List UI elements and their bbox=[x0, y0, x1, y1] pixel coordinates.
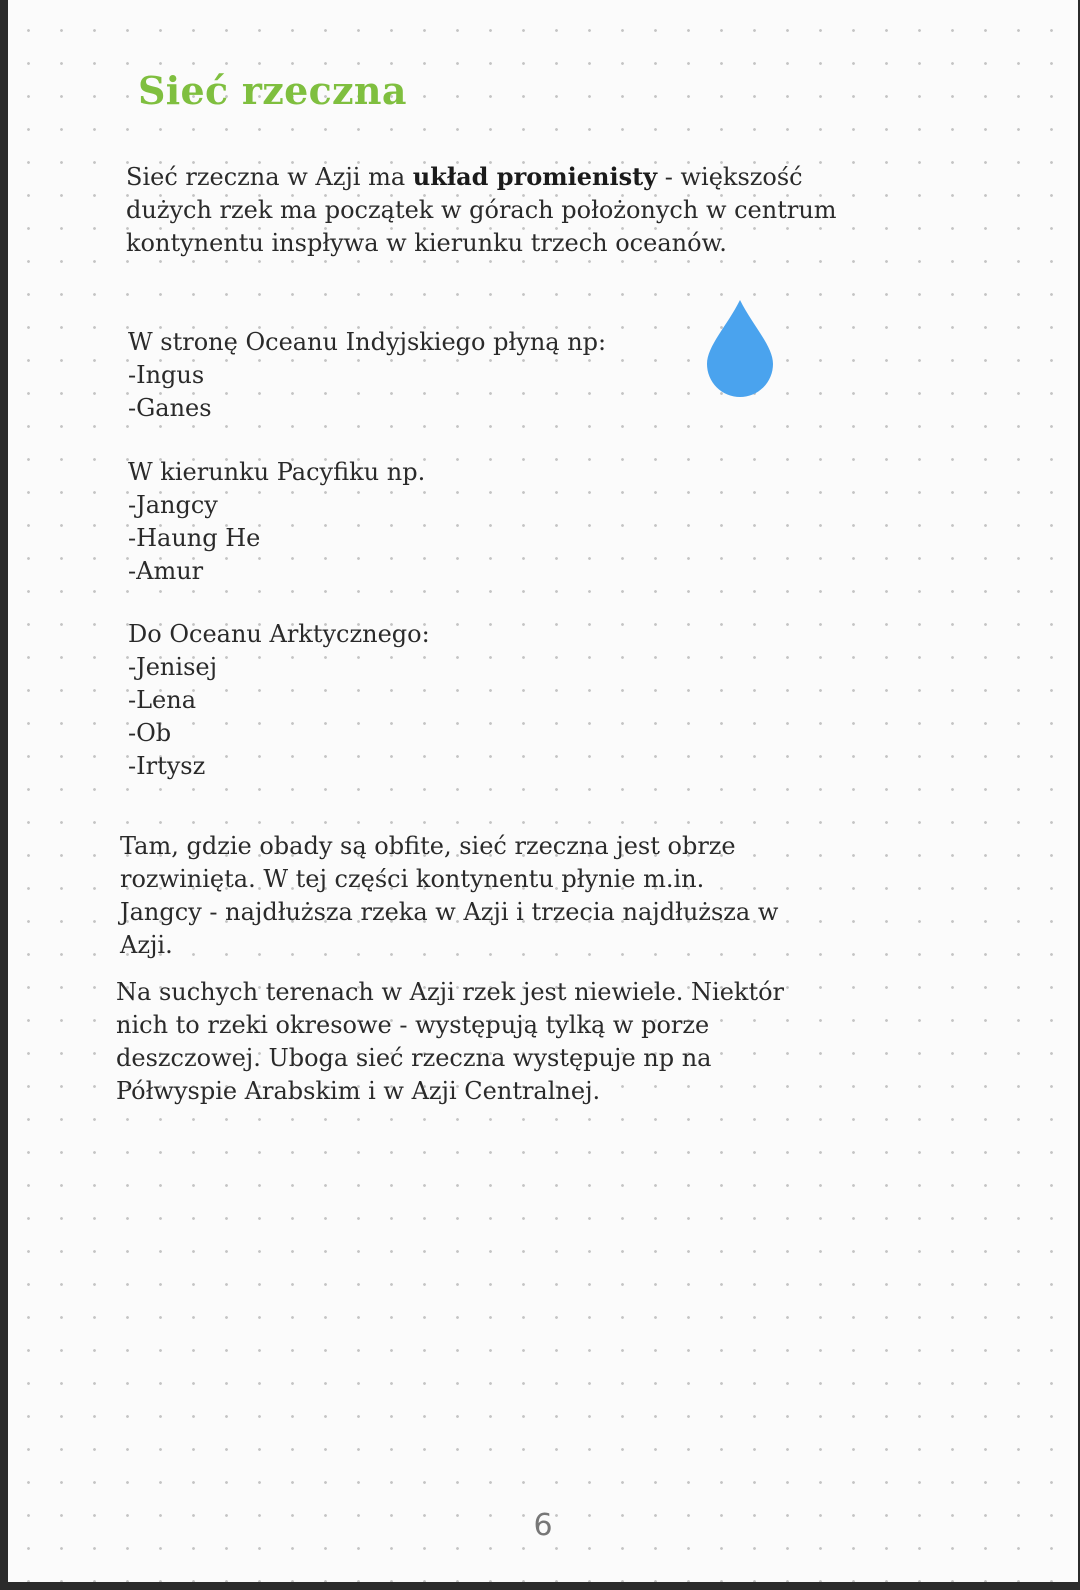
paragraph-wet-regions: Tam, gdzie obady są obfite, sieć rzeczna jest obrze rozwinięta. W tej części kontynentu płynie m.in. Jangcy - najdłuższa rzeka w Azji i trzecia najdłuższa w Azji. bbox=[120, 832, 779, 959]
section-pacific bbox=[128, 456, 728, 588]
page-number: 6 bbox=[533, 1508, 553, 1543]
list-item: -Ob bbox=[128, 719, 172, 747]
section-arctic-ocean bbox=[128, 618, 728, 783]
intro-text-before: Sieć rzeczna w Azji ma bbox=[126, 163, 413, 191]
page bbox=[8, 0, 1078, 1582]
paragraph-dry-regions: Na suchych terenach w Azji rzek jest niewiele. Niektór nich to rzeki okresowe - występują tylką w porze deszczowej. Uboga sieć rzeczna występuje np na Półwyspie Arabskim i w Azji Centralnej. bbox=[116, 978, 785, 1105]
list-item: -Jenisej bbox=[128, 653, 218, 681]
section-heading: W stronę Oceanu Indyjskiego płyną np: bbox=[128, 328, 607, 356]
list-item: -Jangcy bbox=[128, 491, 218, 519]
intro-paragraph bbox=[126, 160, 866, 260]
list-item: -Ingus bbox=[128, 361, 205, 389]
list-item: -Ganes bbox=[128, 394, 212, 422]
list-item: -Amur bbox=[128, 557, 204, 585]
list-item: -Haung He bbox=[128, 524, 261, 552]
intro-bold-term: układ promienisty bbox=[412, 162, 658, 191]
section-heading: Do Oceanu Arktycznego: bbox=[128, 620, 430, 648]
section-heading: W kierunku Pacyfiku np. bbox=[128, 458, 426, 486]
page-title: Sieć rzeczna bbox=[138, 68, 407, 113]
section-indian-ocean bbox=[128, 326, 728, 425]
list-item: -Irtysz bbox=[128, 752, 206, 780]
intro-text-after: - większość dużych rzek ma początek w górach położonych w centrum kontynentu inspływa w kierunku trzech oceanów. bbox=[126, 163, 837, 257]
list-item: -Lena bbox=[128, 686, 197, 714]
